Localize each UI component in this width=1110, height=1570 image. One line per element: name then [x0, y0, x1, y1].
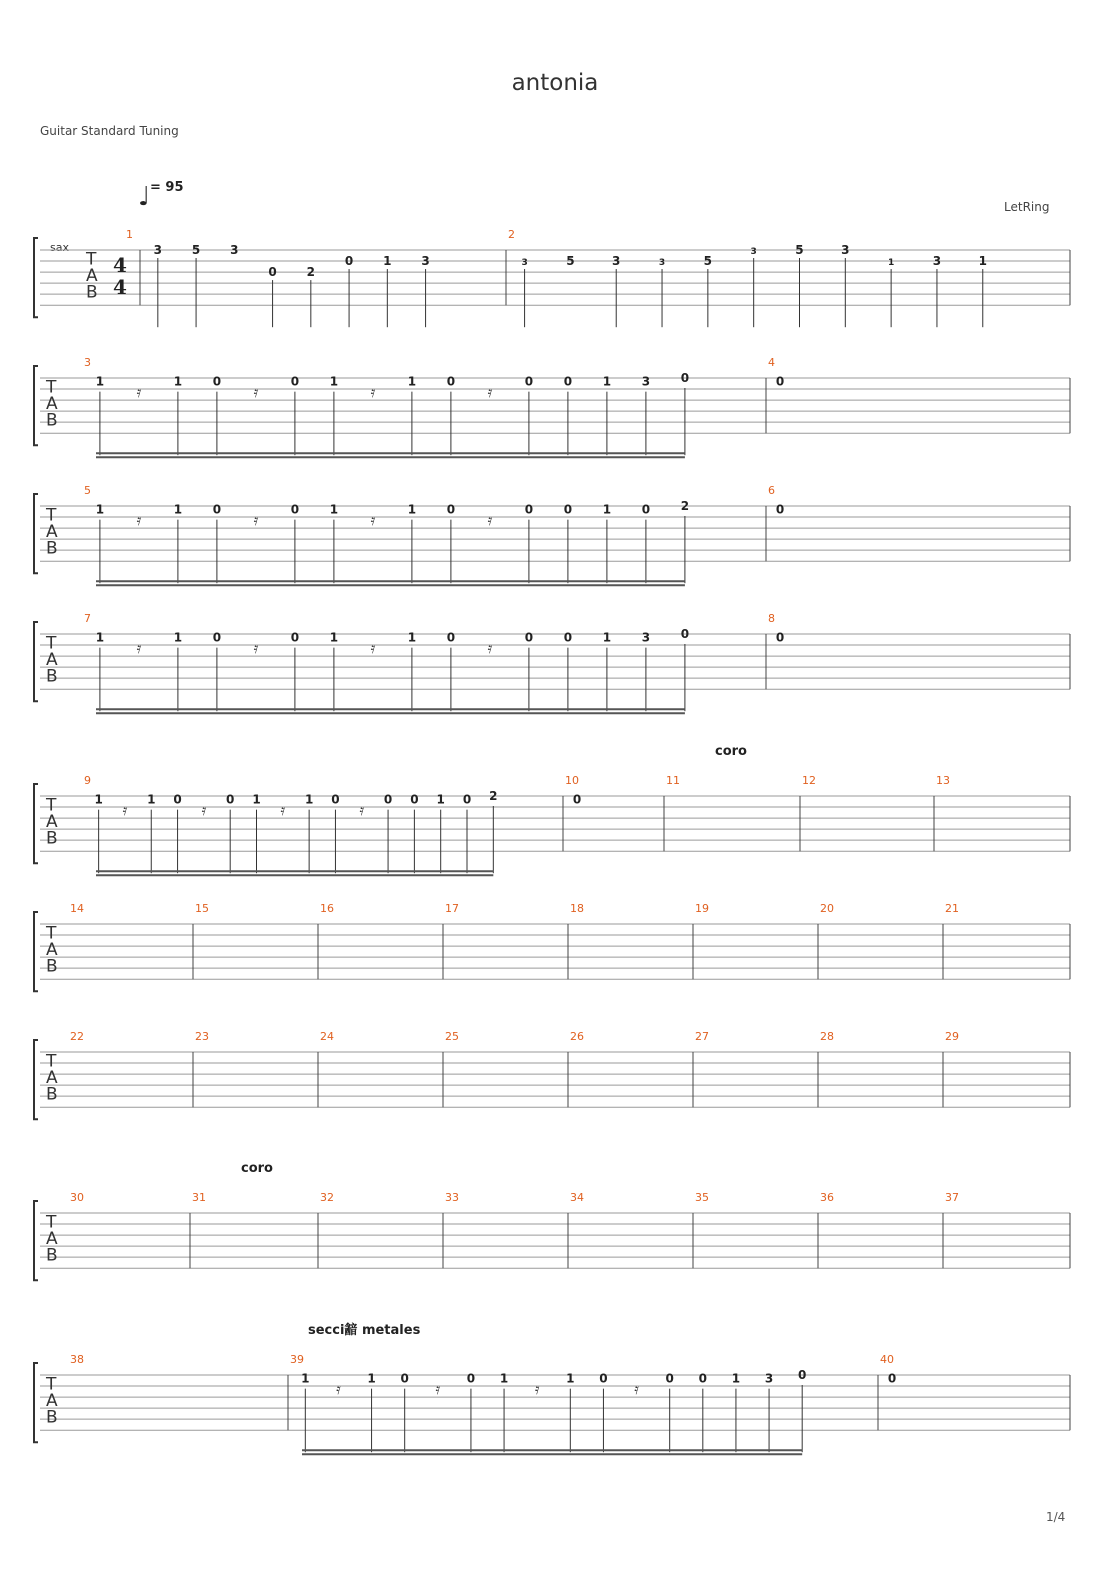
- fret-number: 0: [572, 792, 582, 807]
- fret-number: 0: [524, 502, 534, 517]
- rest-symbol: 𝄿: [136, 510, 142, 529]
- fret-number: 1: [887, 258, 895, 269]
- fret-number: 1: [95, 374, 105, 389]
- measure-number: 35: [695, 1191, 709, 1204]
- measure-number: 39: [290, 1353, 304, 1366]
- measure-number: 27: [695, 1030, 709, 1043]
- fret-number: 1: [173, 630, 183, 645]
- measure-number: 36: [820, 1191, 834, 1204]
- fret-number: 2: [489, 789, 498, 803]
- fret-number: 0: [212, 374, 222, 389]
- staff-bracket: [34, 784, 38, 863]
- tab-clef-letter: A: [46, 811, 58, 832]
- fret-number: 0: [290, 630, 300, 645]
- measure-number: 30: [70, 1191, 84, 1204]
- tab-clef-letter: B: [46, 410, 58, 431]
- fret-number: 3: [841, 243, 850, 257]
- rest-symbol: 𝄿: [136, 382, 142, 401]
- fret-number: 1: [329, 502, 339, 517]
- fret-number: 0: [524, 374, 534, 389]
- fret-number: 1: [367, 1371, 376, 1386]
- fret-number: 0: [680, 627, 690, 641]
- staff-bracket: [34, 494, 38, 573]
- fret-number: 0: [344, 254, 354, 269]
- tab-clef-letter: B: [46, 1084, 58, 1105]
- tab-clef-letter: T: [46, 795, 57, 816]
- fret-number: 3: [641, 630, 651, 645]
- staff-bracket: [34, 238, 38, 317]
- fret-number: 1: [304, 792, 314, 807]
- measure-number: 6: [768, 484, 775, 497]
- fret-number: 0: [775, 630, 785, 645]
- tab-clef-letter: T: [46, 377, 57, 398]
- tab-clef-letter: T: [46, 505, 57, 526]
- fret-number: 1: [566, 1371, 575, 1386]
- fret-number: 3: [658, 258, 666, 269]
- section-label: coro: [715, 744, 747, 759]
- staff-bracket: [34, 366, 38, 445]
- tab-clef-letter: T: [46, 1212, 57, 1233]
- measure-number: 25: [445, 1030, 459, 1043]
- measure-number: 21: [945, 902, 959, 915]
- rest-symbol: 𝄿: [253, 382, 259, 401]
- rest-symbol: 𝄿: [253, 510, 259, 529]
- fret-number: 0: [331, 792, 340, 807]
- fret-number: 0: [173, 792, 182, 807]
- fret-number: 0: [599, 1371, 608, 1386]
- measure-number: 5: [84, 484, 91, 497]
- page-number: 1/4: [1046, 1510, 1066, 1524]
- rest-symbol: 𝄿: [534, 1379, 540, 1398]
- rest-symbol: 𝄿: [370, 510, 376, 529]
- fret-number: 1: [602, 374, 612, 389]
- song-title: antonia: [511, 70, 599, 96]
- fret-number: 3: [641, 374, 651, 389]
- section-label: secci韽 metales: [308, 1323, 421, 1338]
- fret-number: 0: [466, 1371, 476, 1386]
- measure-number: 8: [768, 612, 775, 625]
- measure-number: 10: [565, 774, 579, 787]
- rest-symbol: 𝄿: [253, 638, 259, 657]
- measure-number: 15: [195, 902, 209, 915]
- staff-bracket: [34, 622, 38, 701]
- fret-number: 0: [446, 374, 456, 389]
- quarter-note-icon: ♩: [138, 182, 151, 212]
- let-ring-label: LetRing: [1004, 200, 1050, 214]
- measure-number: 9: [84, 774, 91, 787]
- tab-clef-letter: B: [46, 956, 58, 977]
- measure-number: 19: [695, 902, 709, 915]
- fret-number: 1: [329, 630, 339, 645]
- fret-number: 0: [462, 792, 472, 807]
- tab-clef-letter: T: [86, 249, 97, 270]
- rest-symbol: 𝄿: [487, 510, 493, 529]
- fret-number: 1: [173, 374, 183, 389]
- rest-symbol: 𝄿: [370, 382, 376, 401]
- measure-number: 29: [945, 1030, 959, 1043]
- fret-number: 0: [212, 630, 222, 645]
- instrument-label: sax: [50, 241, 69, 254]
- staff-bracket: [34, 912, 38, 991]
- measure-number: 34: [570, 1191, 584, 1204]
- tab-clef-letter: A: [46, 939, 58, 960]
- fret-number: 0: [446, 502, 456, 517]
- tab-clef-letter: A: [46, 521, 58, 542]
- fret-number: 1: [731, 1371, 741, 1386]
- time-signature-top: 4: [113, 253, 127, 277]
- tab-clef-letter: A: [46, 1228, 58, 1249]
- measure-number: 33: [445, 1191, 459, 1204]
- fret-number: 1: [95, 630, 105, 645]
- tab-clef-letter: T: [46, 1051, 57, 1072]
- fret-number: 5: [191, 243, 201, 257]
- tab-clef-letter: A: [46, 649, 58, 670]
- fret-number: 0: [798, 1368, 807, 1382]
- rest-symbol: 𝄿: [634, 1379, 639, 1398]
- fret-number: 0: [680, 371, 690, 385]
- fret-number: 0: [775, 374, 785, 389]
- fret-number: 0: [400, 1371, 409, 1386]
- measure-number: 12: [802, 774, 816, 787]
- measure-number: 11: [666, 774, 680, 787]
- fret-number: 2: [306, 265, 316, 280]
- measure-number: 40: [880, 1353, 894, 1366]
- measure-number: 26: [570, 1030, 584, 1043]
- tab-clef-letter: T: [46, 1374, 57, 1395]
- fret-number: 0: [524, 630, 534, 645]
- fret-number: 0: [665, 1371, 674, 1386]
- fret-number: 0: [410, 792, 419, 807]
- tab-clef-letter: B: [46, 538, 58, 559]
- measure-number: 28: [820, 1030, 834, 1043]
- measure-number: 31: [192, 1191, 206, 1204]
- fret-number: 0: [446, 630, 456, 645]
- measure-number: 38: [70, 1353, 84, 1366]
- fret-number: 1: [602, 630, 612, 645]
- fret-number: 5: [795, 243, 804, 257]
- fret-number: 2: [680, 499, 690, 513]
- rest-symbol: 𝄿: [487, 382, 493, 401]
- measure-number: 17: [445, 902, 459, 915]
- fret-number: 1: [978, 254, 987, 269]
- tab-clef-letter: A: [46, 1390, 58, 1411]
- time-signature-bottom: 4: [113, 275, 127, 299]
- measure-number: 4: [768, 356, 775, 369]
- fret-number: 3: [421, 254, 430, 269]
- fret-number: 3: [764, 1371, 774, 1386]
- tab-clef-letter: B: [46, 1407, 58, 1428]
- fret-number: 0: [641, 502, 651, 517]
- fret-number: 1: [147, 792, 156, 807]
- fret-number: 1: [602, 502, 612, 517]
- fret-number: 1: [94, 792, 103, 807]
- measure-number: 14: [70, 902, 84, 915]
- rest-symbol: 𝄿: [435, 1379, 441, 1398]
- fret-number: 0: [383, 792, 393, 807]
- measure-number: 1: [126, 228, 133, 241]
- fret-number: 1: [407, 374, 417, 389]
- fret-number: 3: [750, 247, 757, 257]
- rest-symbol: 𝄿: [122, 800, 128, 819]
- fret-number: 0: [290, 502, 300, 517]
- fret-number: 3: [153, 243, 163, 257]
- staff-bracket: [34, 1363, 38, 1442]
- tab-clef-letter: A: [86, 265, 98, 286]
- fret-number: 0: [563, 630, 573, 645]
- tempo-marking: = 95: [150, 180, 184, 195]
- rest-symbol: 𝄿: [370, 638, 376, 657]
- tab-clef-letter: T: [46, 633, 57, 654]
- fret-number: 5: [703, 254, 713, 269]
- fret-number: 0: [290, 374, 300, 389]
- tab-clef-letter: A: [46, 393, 58, 414]
- fret-number: 1: [301, 1371, 310, 1386]
- rest-symbol: 𝄿: [280, 800, 286, 819]
- fret-number: 0: [212, 502, 222, 517]
- measure-number: 3: [84, 356, 91, 369]
- measure-number: 2: [508, 228, 515, 241]
- measure-number: 32: [320, 1191, 334, 1204]
- fret-number: 3: [932, 254, 942, 269]
- fret-number: 1: [173, 502, 183, 517]
- fret-number: 1: [383, 254, 392, 269]
- tab-clef-letter: B: [46, 1245, 58, 1266]
- fret-number: 1: [436, 792, 445, 807]
- rest-symbol: 𝄿: [201, 800, 207, 819]
- fret-number: 5: [566, 254, 575, 269]
- measure-number: 24: [320, 1030, 334, 1043]
- tab-clef-letter: B: [46, 828, 58, 849]
- fret-number: 1: [252, 792, 261, 807]
- measure-number: 18: [570, 902, 584, 915]
- fret-number: 1: [95, 502, 105, 517]
- tab-clef-letter: B: [86, 282, 98, 303]
- rest-symbol: 𝄿: [359, 800, 365, 819]
- section-label: coro: [241, 1161, 273, 1176]
- fret-number: 0: [563, 374, 573, 389]
- fret-number: 1: [407, 630, 417, 645]
- measure-number: 7: [84, 612, 91, 625]
- tuning-label: Guitar Standard Tuning: [40, 124, 179, 138]
- measure-number: 37: [945, 1191, 959, 1204]
- fret-number: 1: [499, 1371, 509, 1386]
- fret-number: 0: [226, 792, 235, 807]
- fret-number: 1: [407, 502, 417, 517]
- fret-number: 3: [612, 254, 621, 269]
- measure-number: 13: [936, 774, 950, 787]
- fret-number: 0: [775, 502, 785, 517]
- fret-number: 3: [230, 243, 239, 257]
- tab-clef-letter: T: [46, 923, 57, 944]
- fret-number: 0: [563, 502, 573, 517]
- fret-number: 3: [521, 258, 528, 269]
- fret-number: 0: [698, 1371, 707, 1386]
- tab-clef-letter: B: [46, 666, 58, 687]
- rest-symbol: 𝄿: [336, 1379, 341, 1398]
- rest-symbol: 𝄿: [136, 638, 142, 657]
- tab-clef-letter: A: [46, 1067, 58, 1088]
- fret-number: 0: [887, 1371, 897, 1386]
- staff-bracket: [34, 1201, 38, 1280]
- measure-number: 23: [195, 1030, 209, 1043]
- rest-symbol: 𝄿: [487, 638, 493, 657]
- fret-number: 1: [329, 374, 339, 389]
- staff-bracket: [34, 1040, 38, 1119]
- fret-number: 0: [268, 265, 277, 280]
- measure-number: 22: [70, 1030, 84, 1043]
- measure-number: 20: [820, 902, 834, 915]
- measure-number: 16: [320, 902, 334, 915]
